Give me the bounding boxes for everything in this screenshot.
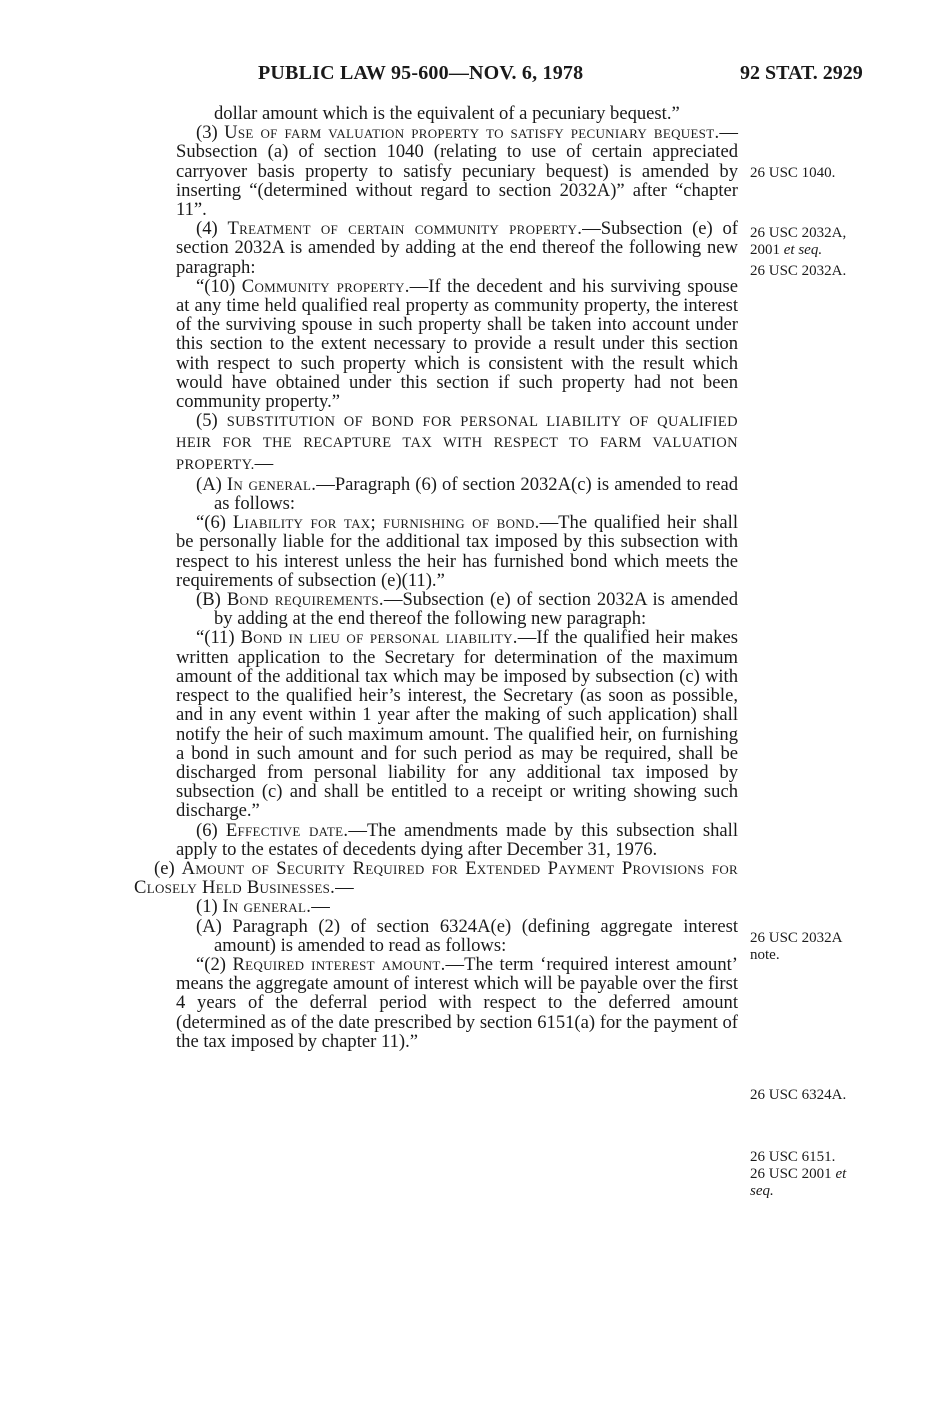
paragraph-1-in-general: (1) In general.— (196, 896, 330, 918)
heading: Amount of Security Required for Extended Payment Provisions for Closely Held Businesses. (134, 857, 738, 899)
paragraph-6-liability-for-tax: “(6) Liability for tax; furnishing of bond.—The qualified heir shall be personally liable for the additional tax imposed by this subsection with respect to his interest unless the heir has furnished bond which meets the requirements of subsection (e)(11).” (176, 512, 738, 591)
stat-citation: 92 STAT. 2929 (740, 62, 863, 84)
margin-citation: 26 USC 6151. 26 USC 2001 et seq. (750, 1149, 847, 1199)
page-header (0, 62, 943, 92)
heading: Treatment of certain community property. (227, 218, 583, 240)
heading: Community property. (241, 275, 410, 297)
margin-citation: 26 USC 2032A, 2001 et seq. (750, 225, 847, 258)
paragraph-6-effective-date: (6) Effective date.—The amendments made by this subsection shall apply to the estates of decedents dying after December 31, 1976. (176, 819, 738, 860)
paragraph-4-community-property: (4) Treatment of certain community property.—Subsection (e) of section 2032A is amended by adding at the end thereof the following new paragraph: (176, 218, 738, 278)
heading: Required interest amount. (232, 953, 446, 975)
paragraph-2-required-interest-amount: “(2) Required interest amount.—The term ‘required interest amount’ means the aggregate amount of interest which will be payable over the first 4 years of the deferral period with respect to the deferred amount (determined as of the date prescribed by section 6151(a) for the payment of the tax imposed by chapter 11).” (176, 953, 739, 1052)
heading: Bond requirements. (226, 589, 384, 611)
margin-citation: 26 USC 1040. (750, 165, 836, 181)
subsection-e-amount-of-security: (e) Amount of Security Required for Extended Payment Provisions for Closely Held Businesses.— (134, 857, 738, 899)
paragraph-3-farm-valuation: (3) Use of farm valuation property to satisfy pecuniary bequest.—Subsection (a) of section 1040 (relating to use of certain appreciated carryover basis property to satisfy pecuniary bequest) is amended by inserting “(determined without regard to section 2032A)” after “chapter 11”. (176, 122, 738, 221)
paragraph-5-substitution-of-bond: (5) SUBSTITUTION OF BOND FOR PERSONAL LIABILITY OF QUALIFIED HEIR FOR THE RECAPTURE TAX WITH RESPECT TO FARM VALUATION PROPERTY.— (176, 410, 738, 474)
heading: Use of farm valuation property to satisfy pecuniary bequest. (224, 122, 720, 144)
margin-citation: 26 USC 2032A note. (750, 930, 843, 963)
heading: Liability for tax; furnishing of bond. (232, 512, 540, 534)
subparagraph-a-in-general: (A) In general.—Paragraph (6) of section 2032A(c) is amended to read as follows: (196, 473, 739, 515)
subparagraph-b-bond-requirements: (B) Bond requirements.—Subsection (e) of section 2032A is amended by adding at the end thereof the following new paragraph: (196, 589, 739, 630)
heading: In general. (222, 896, 312, 918)
margin-citation: 26 USC 6324A. (750, 1087, 847, 1103)
paragraph-continuation: dollar amount which is the equivalent of a pecuniary bequest.” (214, 103, 680, 124)
law-title: PUBLIC LAW 95-600—NOV. 6, 1978 (258, 62, 584, 84)
subparagraph-a-aggregate-interest: (A) Paragraph (2) of section 6324A(e) (defining aggregate interest amount) is amended to read as follows: (196, 915, 738, 956)
heading: In general. (226, 473, 317, 495)
heading: Effective date. (225, 819, 349, 841)
paragraph-10-community-property: “(10) Community property.—If the decedent and his surviving spouse at any time held qualified real property as community property, the interest of the surviving spouse in such property shall be taken into account under this section to the extent necessary to provide a result under this section with respect to such property which is consistent with the result which would have obtained under this section if such property had not been community property.” (176, 275, 738, 413)
statute-body (134, 103, 739, 1052)
heading: SUBSTITUTION OF BOND FOR PERSONAL LIABILITY OF QUALIFIED HEIR FOR THE RECAPTURE TAX WITH RESPECT TO FARM VALUATION PROPERTY. (176, 414, 738, 473)
paragraph-11-bond-in-lieu: “(11) Bond in lieu of personal liability.—If the qualified heir makes written application to the Secretary for determination of the maximum amount of the additional tax which may be imposed by subsection (c) with respect to the qualified heir’s interest, the Secretary (as soon as possible, and in any event within 1 year after the making of such application) shall notify the heir of such maximum amount. The qualified heir, on furnishing a bond in such amount and for such period as may be required, shall be discharged from personal liability for any additional tax imposed by subsection (c) and shall be entitled to a receipt or writing showing such discharge.” (176, 627, 738, 822)
heading: Bond in lieu of personal liability. (240, 627, 518, 649)
margin-citation: 26 USC 2032A. (750, 263, 847, 279)
